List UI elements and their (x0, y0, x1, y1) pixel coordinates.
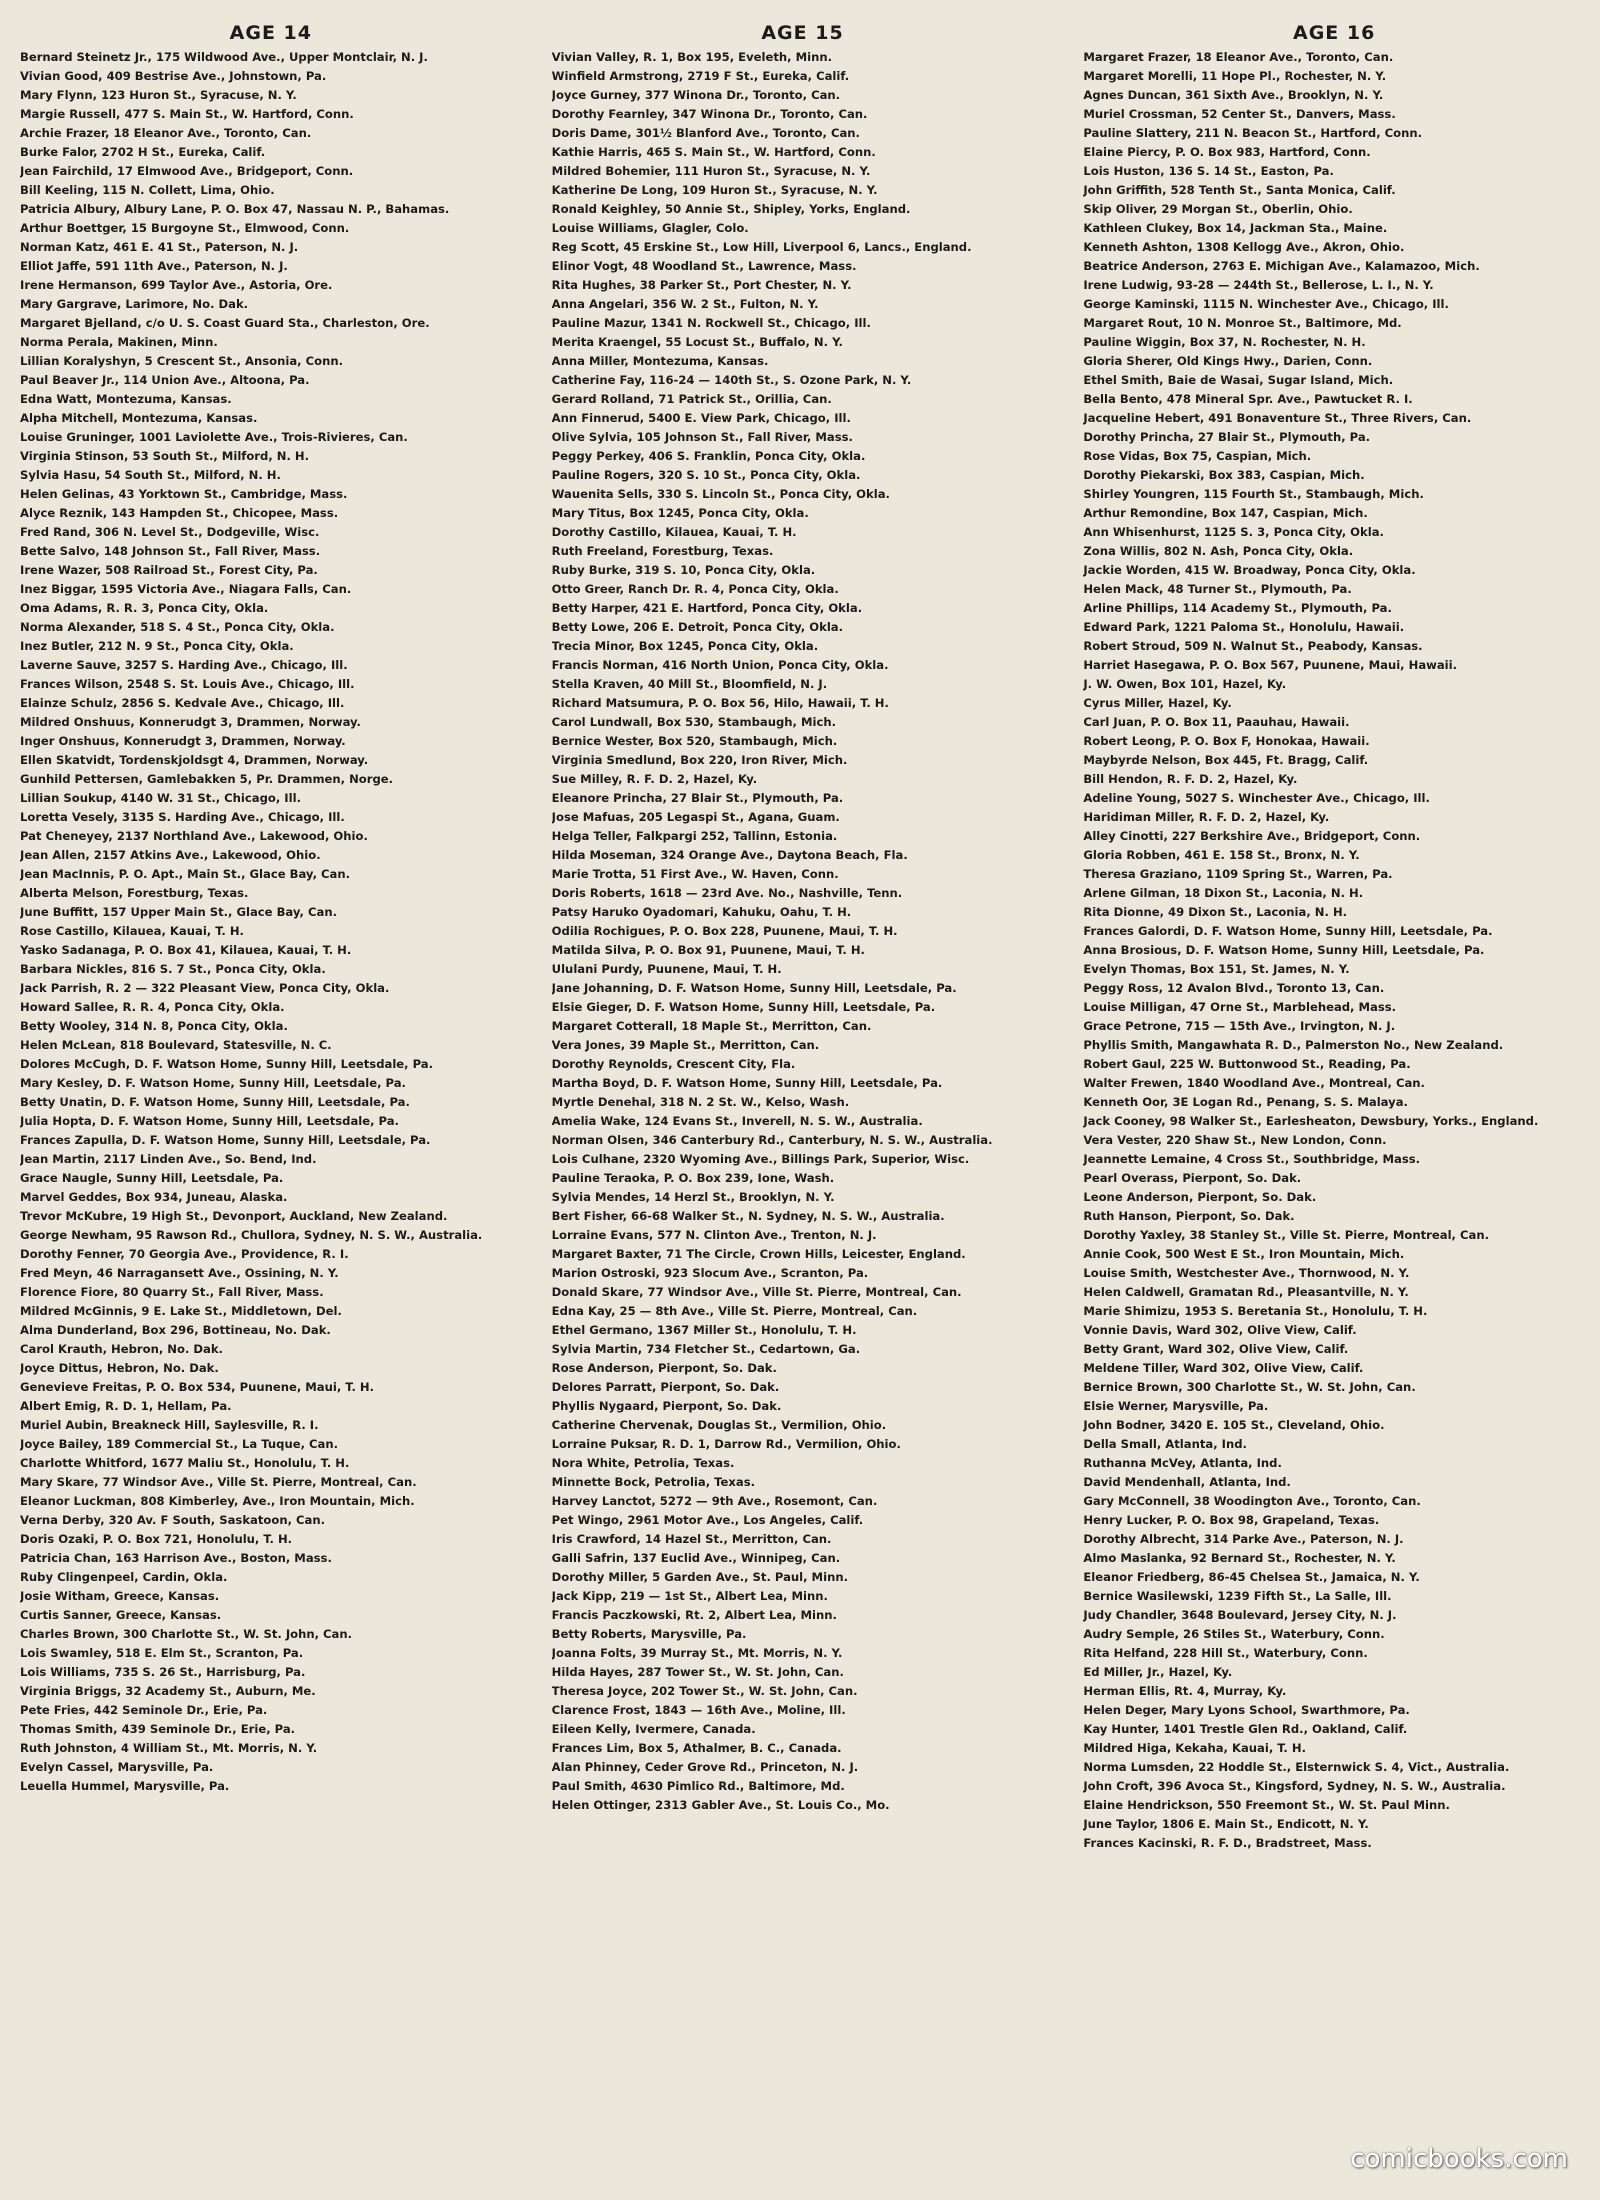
list-item: Joyce Dittus, Hebron, No. Dak. (20, 1361, 219, 1375)
list-item: Alley Cinotti, 227 Berkshire Ave., Bridgeport, Conn. (1083, 829, 1421, 843)
column-age-14 (20, 22, 522, 2172)
list-item: Dolores McCugh, D. F. Watson Home, Sunny Hill, Leetsdale, Pa. (20, 1057, 434, 1071)
list-item: Harriet Hasegawa, P. O. Box 567, Puunene, Maui, Hawaii. (1083, 658, 1458, 672)
list-item: Sylvia Hasu, 54 South St., Milford, N. H. (20, 468, 281, 482)
list-item: Pearl Overass, Pierpont, So. Dak. (1083, 1171, 1302, 1185)
list-item: Margie Russell, 477 S. Main St., W. Hartford, Conn. (20, 107, 354, 121)
list-item: Iris Crawford, 14 Hazel St., Merritton, Can. (551, 1532, 832, 1546)
list-item: Betty Grant, Ward 302, Olive View, Calif. (1083, 1342, 1349, 1356)
list-item: Meldene Tiller, Ward 302, Olive View, Calif. (1083, 1361, 1364, 1375)
list-item: Sylvia Mendes, 14 Herzl St., Brooklyn, N. Y. (551, 1190, 835, 1204)
list-item: Bert Fisher, 66-68 Walker St., N. Sydney, N. S. W., Australia. (551, 1209, 945, 1223)
list-item: Katherine De Long, 109 Huron St., Syracuse, N. Y. (551, 183, 878, 197)
list-item: Elliot Jaffe, 591 11th Ave., Paterson, N. J. (20, 259, 288, 273)
list-item: Peggy Perkey, 406 S. Franklin, Ponca City, Okla. (551, 449, 866, 463)
list-item: Marvel Geddes, Box 934, Juneau, Alaska. (20, 1190, 288, 1204)
list-item: Jane Johanning, D. F. Watson Home, Sunny Hill, Leetsdale, Pa. (551, 981, 957, 995)
list-item: Judy Chandler, 3648 Boulevard, Jersey City, N. J. (1083, 1608, 1397, 1622)
list-item: Florence Fiore, 80 Quarry St., Fall River, Mass. (20, 1285, 324, 1299)
list-item: Pete Fries, 442 Seminole Dr., Erie, Pa. (20, 1703, 268, 1717)
list-item: Genevieve Freitas, P. O. Box 534, Puunene, Maui, T. H. (20, 1380, 374, 1394)
list-item: Winfield Armstrong, 2719 F St., Eureka, Calif. (551, 69, 850, 83)
list-item: Dorothy Reynolds, Crescent City, Fla. (551, 1057, 796, 1071)
list-item: Betty Unatin, D. F. Watson Home, Sunny Hill, Leetsdale, Pa. (20, 1095, 410, 1109)
list-item: Cyrus Miller, Hazel, Ky. (1083, 696, 1232, 710)
list-item: Sylvia Martin, 734 Fletcher St., Cedartown, Ga. (551, 1342, 861, 1356)
list-item: Kathleen Clukey, Box 14, Jackman Sta., Maine. (1083, 221, 1388, 235)
list-item: Elinor Vogt, 48 Woodland St., Lawrence, Mass. (551, 259, 857, 273)
list-item: Ruby Clingenpeel, Cardin, Okla. (20, 1570, 228, 1584)
list-item: Francis Norman, 416 North Union, Ponca City, Okla. (551, 658, 889, 672)
list-item: Walter Frewen, 1840 Woodland Ave., Montreal, Can. (1083, 1076, 1425, 1090)
list-item: Dorothy Piekarski, Box 383, Caspian, Mich. (1083, 468, 1365, 482)
list-item: Joanna Folts, 39 Murray St., Mt. Morris, N. Y. (551, 1646, 843, 1660)
list-item: Ethel Germano, 1367 Miller St., Honolulu, T. H. (551, 1323, 857, 1337)
site-watermark: comicbooks.com (1350, 2144, 1568, 2174)
list-item: Inez Butler, 212 N. 9 St., Ponca City, Okla. (20, 639, 294, 653)
list-item: Della Small, Atlanta, Ind. (1083, 1437, 1247, 1451)
list-item: Arlene Gilman, 18 Dixon St., Laconia, N. H. (1083, 886, 1364, 900)
list-item: Frances Zapulla, D. F. Watson Home, Sunny Hill, Leetsdale, Pa. (20, 1133, 431, 1147)
list-item: Dorothy Miller, 5 Garden Ave., St. Paul, Minn. (551, 1570, 848, 1584)
column-age-16 (1083, 22, 1585, 2172)
list-item: Leuella Hummel, Marysville, Pa. (20, 1779, 230, 1793)
list-item: J. W. Owen, Box 101, Hazel, Ky. (1083, 677, 1287, 691)
list-item: Helen Mack, 48 Turner St., Plymouth, Pa. (1083, 582, 1352, 596)
list-item: Betty Lowe, 206 E. Detroit, Ponca City, Okla. (551, 620, 844, 634)
list-item: Mary Flynn, 123 Huron St., Syracuse, N. Y. (20, 88, 297, 102)
list-item: Helen Gelinas, 43 Yorktown St., Cambridge, Mass. (20, 487, 348, 501)
list-item: Grace Petrone, 715 — 15th Ave., Irvington, N. J. (1083, 1019, 1396, 1033)
list-item: Odilia Rochigues, P. O. Box 228, Puunene, Maui, T. H. (551, 924, 898, 938)
list-item: Curtis Sanner, Greece, Kansas. (20, 1608, 222, 1622)
list-item: Vivian Valley, R. 1, Box 195, Eveleth, Minn. (551, 50, 833, 64)
list-item: Matilda Silva, P. O. Box 91, Puunene, Maui, T. H. (551, 943, 865, 957)
list-item: Merita Kraengel, 55 Locust St., Buffalo, N. Y. (551, 335, 843, 349)
list-item: Edward Park, 1221 Paloma St., Honolulu, Hawaii. (1083, 620, 1405, 634)
list-item: Rose Castillo, Kilauea, Kauai, T. H. (20, 924, 244, 938)
list-item: Albert Emig, R. D. 1, Hellam, Pa. (20, 1399, 232, 1413)
list-item: Gary McConnell, 38 Woodington Ave., Toronto, Can. (1083, 1494, 1421, 1508)
list-item: Rose Vidas, Box 75, Caspian, Mich. (1083, 449, 1312, 463)
list-item: Rita Hughes, 38 Parker St., Port Chester, N. Y. (551, 278, 852, 292)
list-item: Jean Allen, 2157 Atkins Ave., Lakewood, Ohio. (20, 848, 321, 862)
list-item: Louise Gruninger, 1001 Laviolette Ave., Trois-Rivieres, Can. (20, 430, 408, 444)
list-item: Alberta Melson, Forestburg, Texas. (20, 886, 249, 900)
list-item: Elsie Werner, Marysville, Pa. (1083, 1399, 1269, 1413)
list-item: Sue Milley, R. F. D. 2, Hazel, Ky. (551, 772, 758, 786)
list-item: Galli Safrin, 137 Euclid Ave., Winnipeg, Can. (551, 1551, 841, 1565)
list-item: Elsie Gieger, D. F. Watson Home, Sunny Hill, Leetsdale, Pa. (551, 1000, 936, 1014)
list-item: Margaret Bjelland, c/o U. S. Coast Guard Sta., Charleston, Ore. (20, 316, 430, 330)
list-item: Vera Jones, 39 Maple St., Merritton, Can. (551, 1038, 820, 1052)
list-item: Ruthanna McVey, Atlanta, Ind. (1083, 1456, 1282, 1470)
list-item: Wauenita Sells, 330 S. Lincoln St., Ponca City, Okla. (551, 487, 890, 501)
list-item: Verna Derby, 320 Av. F South, Saskatoon, Can. (20, 1513, 326, 1527)
list-item: Robert Gaul, 225 W. Buttonwood St., Reading, Pa. (1083, 1057, 1411, 1071)
list-item: Amelia Wake, 124 Evans St., Inverell, N. S. W., Australia. (551, 1114, 923, 1128)
list-item: Stella Kraven, 40 Mill St., Bloomfield, N. J. (551, 677, 828, 691)
list-item: Jeannette Lemaine, 4 Cross St., Southbridge, Mass. (1083, 1152, 1421, 1166)
list-item: Jean Martin, 2117 Linden Ave., So. Bend, Ind. (20, 1152, 317, 1166)
list-item: Trecia Minor, Box 1245, Ponca City, Okla. (551, 639, 819, 653)
list-item: Anna Brosious, D. F. Watson Home, Sunny Hill, Leetsdale, Pa. (1083, 943, 1485, 957)
list-item: Norman Katz, 461 E. 41 St., Paterson, N. J. (20, 240, 299, 254)
page (20, 22, 1585, 2172)
list-item: Margaret Cotterall, 18 Maple St., Merritton, Can. (551, 1019, 872, 1033)
list-item: Shirley Youngren, 115 Fourth St., Stambaugh, Mich. (1083, 487, 1424, 501)
list-item: Irene Ludwig, 93-28 — 244th St., Bellerose, L. I., N. Y. (1083, 278, 1434, 292)
list-item: Doris Ozaki, P. O. Box 721, Honolulu, T. H. (20, 1532, 293, 1546)
list-item: Thomas Smith, 439 Seminole Dr., Erie, Pa. (20, 1722, 296, 1736)
list-item: Norma Alexander, 518 S. 4 St., Ponca City, Okla. (20, 620, 335, 634)
list-item: John Griffith, 528 Tenth St., Santa Monica, Calif. (1083, 183, 1396, 197)
list-item: Fred Rand, 306 N. Level St., Dodgeville, Wisc. (20, 525, 320, 539)
list-item: Beatrice Anderson, 2763 E. Michigan Ave., Kalamazoo, Mich. (1083, 259, 1480, 273)
list-item: Gunhild Pettersen, Gamlebakken 5, Pr. Drammen, Norge. (20, 772, 394, 786)
list-item: Edna Watt, Montezuma, Kansas. (20, 392, 232, 406)
list-item: Otto Greer, Ranch Dr. R. 4, Ponca City, Okla. (551, 582, 839, 596)
list-item: Jacqueline Hebert, 491 Bonaventure St., Three Rivers, Can. (1083, 411, 1472, 425)
list-item: Catherine Fay, 116-24 — 140th St., S. Ozone Park, N. Y. (551, 373, 912, 387)
list-item: Lorraine Evans, 577 N. Clinton Ave., Trenton, N. J. (551, 1228, 877, 1242)
column-heading: AGE 16 (1293, 22, 1376, 44)
list-item: Jack Cooney, 98 Walker St., Earlesheaton, Dewsbury, Yorks., England. (1083, 1114, 1539, 1128)
list-item: Pauline Slattery, 211 N. Beacon St., Hartford, Conn. (1083, 126, 1423, 140)
list-item: Betty Roberts, Marysville, Pa. (551, 1627, 747, 1641)
list-item: Francis Paczkowski, Rt. 2, Albert Lea, Minn. (551, 1608, 837, 1622)
list-item: Jackie Worden, 415 W. Broadway, Ponca City, Okla. (1083, 563, 1416, 577)
list-item: Annie Cook, 500 West E St., Iron Mountain, Mich. (1083, 1247, 1405, 1261)
list-item: Kathie Harris, 465 S. Main St., W. Hartford, Conn. (551, 145, 876, 159)
list-item: Marion Ostroski, 923 Slocum Ave., Scranton, Pa. (551, 1266, 869, 1280)
list-item: Lois Culhane, 2320 Wyoming Ave., Billings Park, Superior, Wisc. (551, 1152, 970, 1166)
list-item: Norma Lumsden, 22 Hoddle St., Elsternwick S. 4, Vict., Australia. (1083, 1760, 1510, 1774)
list-item: Laverne Sauve, 3257 S. Harding Ave., Chicago, Ill. (20, 658, 348, 672)
list-item: Margaret Morelli, 11 Hope Pl., Rochester, N. Y. (1083, 69, 1387, 83)
list-item: Robert Leong, P. O. Box F, Honokaa, Hawaii. (1083, 734, 1370, 748)
list-item: Arthur Remondine, Box 147, Caspian, Mich. (1083, 506, 1368, 520)
list-item: Jean MacInnis, P. O. Apt., Main St., Glace Bay, Can. (20, 867, 351, 881)
column-age-15 (552, 22, 1054, 2172)
list-item: Norman Olsen, 346 Canterbury Rd., Canterbury, N. S. W., Australia. (551, 1133, 993, 1147)
list-item: Bernice Wester, Box 520, Stambaugh, Mich. (551, 734, 838, 748)
list-item: Mildred McGinnis, 9 E. Lake St., Middletown, Del. (20, 1304, 342, 1318)
list-item: Frances Lim, Box 5, Athalmer, B. C., Canada. (551, 1741, 842, 1755)
list-item: Kenneth Oor, 3E Logan Rd., Penang, S. S. Malaya. (1083, 1095, 1408, 1109)
list-item: Zona Willis, 802 N. Ash, Ponca City, Okla. (1083, 544, 1354, 558)
list-item: Arline Phillips, 114 Academy St., Plymouth, Pa. (1083, 601, 1392, 615)
list-item: Ruth Freeland, Forestburg, Texas. (551, 544, 774, 558)
list-item: Margaret Rout, 10 N. Monroe St., Baltimore, Md. (1083, 316, 1402, 330)
list-item: Frances Wilson, 2548 S. St. Louis Ave., Chicago, Ill. (20, 677, 355, 691)
list-item: Ruth Johnston, 4 William St., Mt. Morris, N. Y. (20, 1741, 318, 1755)
list-item: Maybyrde Nelson, Box 445, Ft. Bragg, Calif. (1083, 753, 1369, 767)
list-item: Grace Naugle, Sunny Hill, Leetsdale, Pa. (20, 1171, 284, 1185)
list-item: Patsy Haruko Oyadomari, Kahuku, Oahu, T. H. (551, 905, 852, 919)
list-item: John Croft, 396 Avoca St., Kingsford, Sydney, N. S. W., Australia. (1083, 1779, 1506, 1793)
list-item: Dorothy Fearnley, 347 Winona Dr., Toronto, Can. (551, 107, 868, 121)
list-item: Howard Sallee, R. R. 4, Ponca City, Okla. (20, 1000, 285, 1014)
list-item: Gloria Sherer, Old Kings Hwy., Darien, Conn. (1083, 354, 1373, 368)
list-item: Bella Bento, 478 Mineral Spr. Ave., Pawtucket R. I. (1083, 392, 1413, 406)
list-item: Pet Wingo, 2961 Motor Ave., Los Angeles, Calif. (551, 1513, 864, 1527)
list-item: Myrtle Denehal, 318 N. 2 St. W., Kelso, Wash. (551, 1095, 850, 1109)
list-item: Kenneth Ashton, 1308 Kellogg Ave., Akron, Ohio. (1083, 240, 1405, 254)
list-item: Irene Wazer, 508 Railroad St., Forest City, Pa. (20, 563, 318, 577)
list-item: Ann Whisenhurst, 1125 S. 3, Ponca City, Okla. (1083, 525, 1384, 539)
list-item: Marie Trotta, 51 First Ave., W. Haven, Conn. (551, 867, 839, 881)
list-item: Ellen Skatvidt, Tordenskjoldsgt 4, Drammen, Norway. (20, 753, 369, 767)
list-item: Haridiman Miller, R. F. D. 2, Hazel, Ky. (1083, 810, 1330, 824)
list-item: Fred Meyn, 46 Narragansett Ave., Ossining, N. Y. (20, 1266, 339, 1280)
list-item: Jose Mafuas, 205 Legaspi St., Agana, Guam. (551, 810, 840, 824)
list-item: Betty Harper, 421 E. Hartford, Ponca City, Okla. (551, 601, 863, 615)
list-item: Ed Miller, Jr., Hazel, Ky. (1083, 1665, 1233, 1679)
list-item: Pat Cheneyey, 2137 Northland Ave., Lakewood, Ohio. (20, 829, 368, 843)
list-item: Alpha Mitchell, Montezuma, Kansas. (20, 411, 258, 425)
list-item: Helen McLean, 818 Boulevard, Statesville, N. C. (20, 1038, 332, 1052)
list-item: Eileen Kelly, Ivermere, Canada. (551, 1722, 756, 1736)
list-item: George Newham, 95 Rawson Rd., Chullora, Sydney, N. S. W., Australia. (20, 1228, 483, 1242)
list-item: Eleanor Luckman, 808 Kimberley, Ave., Iron Mountain, Mich. (20, 1494, 415, 1508)
list-item: Donald Skare, 77 Windsor Ave., Ville St. Pierre, Montreal, Can. (551, 1285, 962, 1299)
list-item: Evelyn Cassel, Marysville, Pa. (20, 1760, 214, 1774)
list-item: Rita Helfand, 228 Hill St., Waterbury, Conn. (1083, 1646, 1368, 1660)
list-item: Jack Parrish, R. 2 — 322 Pleasant View, Ponca City, Okla. (20, 981, 390, 995)
list-item: Lillian Koralyshyn, 5 Crescent St., Ansonia, Conn. (20, 354, 343, 368)
list-item: Doris Roberts, 1618 — 23rd Ave. No., Nashville, Tenn. (551, 886, 903, 900)
list-item: Betty Wooley, 314 N. 8, Ponca City, Okla. (20, 1019, 288, 1033)
list-item: Ronald Keighley, 50 Annie St., Shipley, Yorks, England. (551, 202, 911, 216)
list-item: Anna Miller, Montezuma, Kansas. (551, 354, 769, 368)
list-item: Dorothy Fenner, 70 Georgia Ave., Providence, R. I. (20, 1247, 349, 1261)
list-item: Bernard Steinetz Jr., 175 Wildwood Ave., Upper Montclair, N. J. (20, 50, 428, 64)
list-item: Elaine Hendrickson, 550 Freemont St., W. St. Paul Minn. (1083, 1798, 1450, 1812)
list-item: Lorraine Puksar, R. D. 1, Darrow Rd., Vermilion, Ohio. (551, 1437, 901, 1451)
list-item: Pauline Mazur, 1341 N. Rockwell St., Chicago, Ill. (551, 316, 871, 330)
list-item: Frances Galordi, D. F. Watson Home, Sunny Hill, Leetsdale, Pa. (1083, 924, 1493, 938)
list-item: Henry Lucker, P. O. Box 98, Grapeland, Texas. (1083, 1513, 1380, 1527)
list-item: Delores Parratt, Pierpont, So. Dak. (551, 1380, 780, 1394)
pen-pal-list (552, 48, 1054, 1815)
list-item: Martha Boyd, D. F. Watson Home, Sunny Hill, Leetsdale, Pa. (551, 1076, 943, 1090)
list-item: Dorothy Castillo, Kilauea, Kauai, T. H. (551, 525, 797, 539)
list-item: John Bodner, 3420 E. 105 St., Cleveland, Ohio. (1083, 1418, 1385, 1432)
list-item: Julia Hopta, D. F. Watson Home, Sunny Hill, Leetsdale, Pa. (20, 1114, 399, 1128)
list-item: Bill Hendon, R. F. D. 2, Hazel, Ky. (1083, 772, 1298, 786)
list-item: Audry Semple, 26 Stiles St., Waterbury, Conn. (1083, 1627, 1385, 1641)
list-item: Lois Williams, 735 S. 26 St., Harrisburg, Pa. (20, 1665, 306, 1679)
list-item: Barbara Nickles, 816 S. 7 St., Ponca City, Okla. (20, 962, 326, 976)
list-item: Inger Onshuus, Konnerudgt 3, Drammen, Norway. (20, 734, 346, 748)
list-item: Rose Anderson, Pierpont, So. Dak. (551, 1361, 777, 1375)
list-item: Lois Huston, 136 S. 14 St., Easton, Pa. (1083, 164, 1334, 178)
list-item: Mildred Higa, Kekaha, Kauai, T. H. (1083, 1741, 1306, 1755)
list-item: Agnes Duncan, 361 Sixth Ave., Brooklyn, N. Y. (1083, 88, 1384, 102)
list-item: Margaret Baxter, 71 The Circle, Crown Hills, Leicester, England. (551, 1247, 966, 1261)
list-item: Minnette Bock, Petrolia, Texas. (551, 1475, 755, 1489)
list-item: Louise Milligan, 47 Orne St., Marblehead, Mass. (1083, 1000, 1397, 1014)
list-item: Dorothy Albrecht, 314 Parke Ave., Paterson, N. J. (1083, 1532, 1404, 1546)
list-item: Ruby Burke, 319 S. 10, Ponca City, Okla. (551, 563, 816, 577)
list-item: Vivian Good, 409 Bestrise Ave., Johnstown, Pa. (20, 69, 327, 83)
list-item: Catherine Chervenak, Douglas St., Vermilion, Ohio. (551, 1418, 887, 1432)
list-item: Rita Dionne, 49 Dixon St., Laconia, N. H. (1083, 905, 1348, 919)
list-item: Jack Kipp, 219 — 1st St., Albert Lea, Minn. (551, 1589, 828, 1603)
list-item: Mildred Bohemier, 111 Huron St., Syracuse, N. Y. (551, 164, 871, 178)
list-item: Margaret Frazer, 18 Eleanor Ave., Toronto, Can. (1083, 50, 1394, 64)
list-item: Robert Stroud, 509 N. Walnut St., Peabody, Kansas. (1083, 639, 1423, 653)
list-item: Paul Smith, 4630 Pimlico Rd., Baltimore, Md. (551, 1779, 845, 1793)
list-item: Peggy Ross, 12 Avalon Blvd., Toronto 13, Can. (1083, 981, 1385, 995)
list-item: Yasko Sadanaga, P. O. Box 41, Kilauea, Kauai, T. H. (20, 943, 352, 957)
list-item: Dorothy Yaxley, 38 Stanley St., Ville St. Pierre, Montreal, Can. (1083, 1228, 1489, 1242)
list-item: Josie Witham, Greece, Kansas. (20, 1589, 220, 1603)
list-item: Bill Keeling, 115 N. Collett, Lima, Ohio. (20, 183, 275, 197)
list-item: Trevor McKubre, 19 High St., Devonport, Auckland, New Zealand. (20, 1209, 448, 1223)
list-item: Helen Ottinger, 2313 Gabler Ave., St. Louis Co., Mo. (551, 1798, 890, 1812)
list-item: Gerard Rolland, 71 Patrick St., Orillia, Can. (551, 392, 832, 406)
list-item: Mary Kesley, D. F. Watson Home, Sunny Hill, Leetsdale, Pa. (20, 1076, 406, 1090)
list-item: Joyce Gurney, 377 Winona Dr., Toronto, Can. (551, 88, 841, 102)
list-item: Muriel Aubin, Breakneck Hill, Saylesville, R. I. (20, 1418, 319, 1432)
list-item: Doris Dame, 301½ Blanford Ave., Toronto, Can. (551, 126, 860, 140)
list-item: Hilda Moseman, 324 Orange Ave., Daytona Beach, Fla. (551, 848, 908, 862)
list-item: Kay Hunter, 1401 Trestle Glen Rd., Oakland, Calif. (1083, 1722, 1408, 1736)
list-item: Pauline Rogers, 320 S. 10 St., Ponca City, Okla. (551, 468, 861, 482)
list-item: Vera Vester, 220 Shaw St., New London, Conn. (1083, 1133, 1387, 1147)
list-item: Ethel Smith, Baie de Wasai, Sugar Island, Mich. (1083, 373, 1394, 387)
list-item: Elaine Piercy, P. O. Box 983, Hartford, Conn. (1083, 145, 1371, 159)
list-item: Archie Frazer, 18 Eleanor Ave., Toronto, Can. (20, 126, 312, 140)
list-item: Theresa Joyce, 202 Tower St., W. St. John, Can. (551, 1684, 858, 1698)
list-item: Mary Titus, Box 1245, Ponca City, Okla. (551, 506, 809, 520)
list-item: Helga Teller, Falkpargi 252, Tallinn, Estonia. (551, 829, 838, 843)
list-item: Mildred Onshuus, Konnerudgt 3, Drammen, Norway. (20, 715, 361, 729)
list-item: Oma Adams, R. R. 3, Ponca City, Okla. (20, 601, 269, 615)
list-item: Dorothy Princha, 27 Blair St., Plymouth, Pa. (1083, 430, 1371, 444)
list-item: Joyce Bailey, 189 Commercial St., La Tuque, Can. (20, 1437, 339, 1451)
pen-pal-list (20, 48, 522, 1796)
list-item: Evelyn Thomas, Box 151, St. James, N. Y. (1083, 962, 1350, 976)
list-item: Theresa Graziano, 1109 Spring St., Warren, Pa. (1083, 867, 1393, 881)
list-item: Adeline Young, 5027 S. Winchester Ave., Chicago, Ill. (1083, 791, 1430, 805)
list-item: Mary Skare, 77 Windsor Ave., Ville St. Pierre, Montreal, Can. (20, 1475, 417, 1489)
list-item: Helen Caldwell, Gramatan Rd., Pleasantville, N. Y. (1083, 1285, 1409, 1299)
list-item: George Kaminski, 1115 N. Winchester Ave., Chicago, Ill. (1083, 297, 1449, 311)
list-item: Carol Lundwall, Box 530, Stambaugh, Mich. (551, 715, 836, 729)
list-item: Ululani Purdy, Puunene, Maui, T. H. (551, 962, 782, 976)
list-item: Burke Falor, 2702 H St., Eureka, Calif. (20, 145, 266, 159)
list-item: Pauline Wiggin, Box 37, N. Rochester, N. H. (1083, 335, 1366, 349)
list-item: Skip Oliver, 29 Morgan St., Oberlin, Ohio. (1083, 202, 1353, 216)
list-item: Reg Scott, 45 Erskine St., Low Hill, Liverpool 6, Lancs., England. (551, 240, 972, 254)
list-item: Muriel Crossman, 52 Center St., Danvers, Mass. (1083, 107, 1396, 121)
list-item: David Mendenhall, Atlanta, Ind. (1083, 1475, 1291, 1489)
list-item: Virginia Stinson, 53 South St., Milford, N. H. (20, 449, 310, 463)
list-item: Nora White, Petrolia, Texas. (551, 1456, 735, 1470)
list-item: Norma Perala, Makinen, Minn. (20, 335, 218, 349)
list-item: Lillian Soukup, 4140 W. 31 St., Chicago, Ill. (20, 791, 301, 805)
list-item: Eleanore Princha, 27 Blair St., Plymouth, Pa. (551, 791, 844, 805)
list-item: Loretta Vesely, 3135 S. Harding Ave., Chicago, Ill. (20, 810, 345, 824)
list-item: Irene Hermanson, 699 Taylor Ave., Astoria, Ore. (20, 278, 333, 292)
list-item: Arthur Boettger, 15 Burgoyne St., Elmwood, Conn. (20, 221, 350, 235)
list-item: Olive Sylvia, 105 Johnson St., Fall River, Mass. (551, 430, 853, 444)
pen-pal-list (1083, 48, 1585, 1853)
list-item: Carol Krauth, Hebron, No. Dak. (20, 1342, 223, 1356)
list-item: Patricia Chan, 163 Harrison Ave., Boston, Mass. (20, 1551, 332, 1565)
list-item: Bette Salvo, 148 Johnson St., Fall River, Mass. (20, 544, 321, 558)
list-item: Gloria Robben, 461 E. 158 St., Bronx, N. Y. (1083, 848, 1360, 862)
list-item: Bernice Brown, 300 Charlotte St., W. St. John, Can. (1083, 1380, 1416, 1394)
list-item: Edna Kay, 25 — 8th Ave., Ville St. Pierre, Montreal, Can. (551, 1304, 918, 1318)
list-item: Richard Matsumura, P. O. Box 56, Hilo, Hawaii, T. H. (551, 696, 889, 710)
list-item: Harvey Lanctot, 5272 — 9th Ave., Rosemont, Can. (551, 1494, 878, 1508)
list-item: Frances Kacinski, R. F. D., Bradstreet, Mass. (1083, 1836, 1372, 1850)
list-item: Bernice Wasilewski, 1239 Fifth St., La Salle, Ill. (1083, 1589, 1392, 1603)
list-item: Pauline Teraoka, P. O. Box 239, Ione, Wash. (551, 1171, 835, 1185)
list-item: Elainze Schulz, 2856 S. Kedvale Ave., Chicago, Ill. (20, 696, 345, 710)
list-item: Virginia Smedlund, Box 220, Iron River, Mich. (551, 753, 848, 767)
list-item: Paul Beaver Jr., 114 Union Ave., Altoona, Pa. (20, 373, 310, 387)
list-item: Hilda Hayes, 287 Tower St., W. St. John, Can. (551, 1665, 844, 1679)
list-item: Anna Angelari, 356 W. 2 St., Fulton, N. Y. (551, 297, 819, 311)
list-item: Herman Ellis, Rt. 4, Murray, Ky. (1083, 1684, 1287, 1698)
list-item: Jean Fairchild, 17 Elmwood Ave., Bridgeport, Conn. (20, 164, 354, 178)
list-item: Alan Phinney, Ceder Grove Rd., Princeton, N. J. (551, 1760, 859, 1774)
list-item: Alyce Reznik, 143 Hampden St., Chicopee, Mass. (20, 506, 339, 520)
list-item: Helen Deger, Mary Lyons School, Swarthmore, Pa. (1083, 1703, 1410, 1717)
list-item: Virginia Briggs, 32 Academy St., Auburn, Me. (20, 1684, 316, 1698)
list-item: June Taylor, 1806 E. Main St., Endicott, N. Y. (1083, 1817, 1369, 1831)
list-item: Leone Anderson, Pierpont, So. Dak. (1083, 1190, 1317, 1204)
list-item: Charlotte Whitford, 1677 Maliu St., Honolulu, T. H. (20, 1456, 350, 1470)
list-item: Mary Gargrave, Larimore, No. Dak. (20, 297, 249, 311)
list-item: Inez Biggar, 1595 Victoria Ave., Niagara Falls, Can. (20, 582, 352, 596)
list-item: Lois Swamley, 518 E. Elm St., Scranton, Pa. (20, 1646, 304, 1660)
list-item: Louise Smith, Westchester Ave., Thornwood, N. Y. (1083, 1266, 1410, 1280)
list-item: Phyllis Nygaard, Pierpont, So. Dak. (551, 1399, 782, 1413)
list-item: Louise Williams, Glagler, Colo. (551, 221, 749, 235)
list-item: Carl Juan, P. O. Box 11, Paauhau, Hawaii. (1083, 715, 1350, 729)
list-item: Ann Finnerud, 5400 E. View Park, Chicago, Ill. (551, 411, 851, 425)
list-item: Patricia Albury, Albury Lane, P. O. Box 47, Nassau N. P., Bahamas. (20, 202, 450, 216)
list-item: June Buffitt, 157 Upper Main St., Glace Bay, Can. (20, 905, 337, 919)
list-item: Vonnie Davis, Ward 302, Olive View, Calif. (1083, 1323, 1357, 1337)
list-item: Eleanor Friedberg, 86-45 Chelsea St., Jamaica, N. Y. (1083, 1570, 1420, 1584)
column-heading: AGE 14 (229, 22, 312, 44)
list-item: Marie Shimizu, 1953 S. Beretania St., Honolulu, T. H. (1083, 1304, 1428, 1318)
list-item: Almo Maslanka, 92 Bernard St., Rochester, N. Y. (1083, 1551, 1396, 1565)
column-heading: AGE 15 (761, 22, 844, 44)
list-item: Clarence Frost, 1843 — 16th Ave., Moline, Ill. (551, 1703, 846, 1717)
list-item: Charles Brown, 300 Charlotte St., W. St. John, Can. (20, 1627, 353, 1641)
list-item: Alma Dunderland, Box 296, Bottineau, No. Dak. (20, 1323, 331, 1337)
list-item: Ruth Hanson, Pierpont, So. Dak. (1083, 1209, 1295, 1223)
list-item: Phyllis Smith, Mangawhata R. D., Palmerston No., New Zealand. (1083, 1038, 1504, 1052)
